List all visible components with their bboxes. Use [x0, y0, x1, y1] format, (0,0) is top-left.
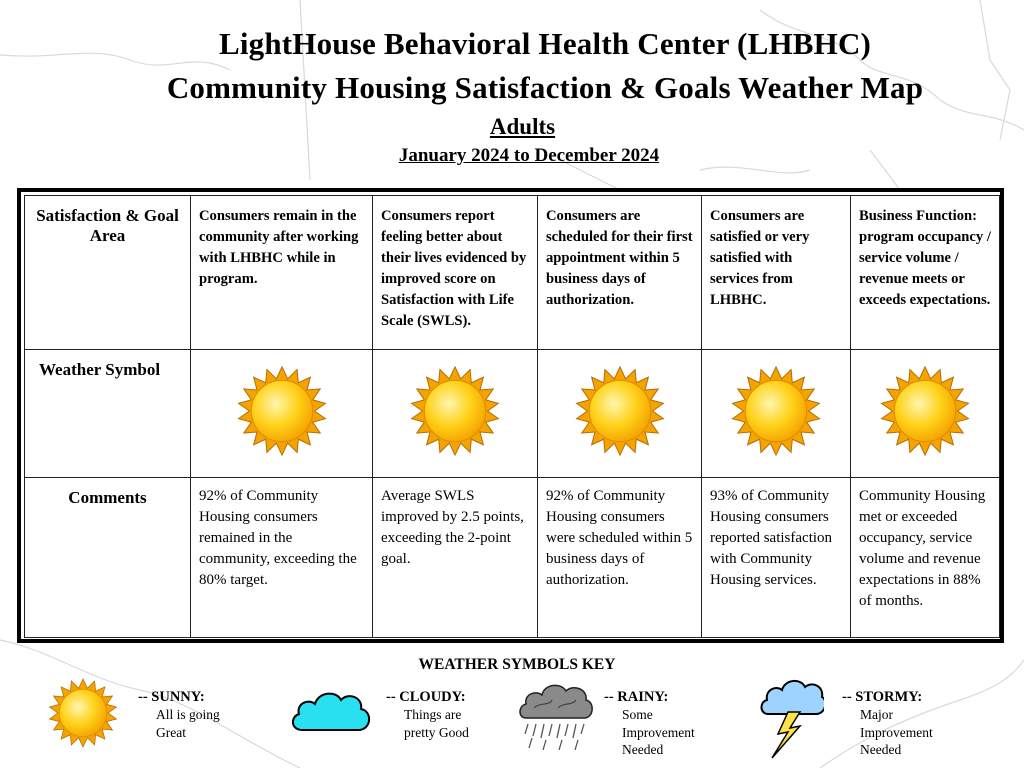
goal-cell: Business Function: program occupancy / service volume / revenue meets or exceeds expectations.: [851, 196, 1000, 350]
goals-table: [24, 195, 1000, 638]
sun-icon: [572, 363, 668, 459]
sun-icon: [877, 363, 973, 459]
population-label: Adults: [489, 114, 556, 139]
row-header-symbol: Weather Symbol: [25, 350, 191, 478]
report-title: LightHouse Behavioral Health Center (LHBHC): [218, 26, 872, 61]
cloud-icon: [288, 684, 374, 740]
goal-cell: Consumers report feeling better about their lives evidenced by improved score on Satisfaction with Life Scale (SWLS).: [373, 196, 538, 350]
comment-cell: Community Housing met or exceeded occupancy, service volume and revenue expectations in 88% of months.: [851, 478, 1000, 638]
symbol-cell: [191, 350, 373, 478]
key-sunny-desc: All is going Great: [156, 707, 220, 740]
rain-cloud-icon: [516, 678, 596, 752]
key-stormy-desc: Major Improvement Needed: [860, 707, 933, 757]
period-label: January 2024 to December 2024: [398, 145, 660, 166]
report-subtitle: Community Housing Satisfaction & Goals Weather Map: [166, 70, 924, 105]
comment-cell: 93% of Community Housing consumers reported satisfaction with Community Housing services.: [702, 478, 851, 638]
key-title: WEATHER SYMBOLS KEY: [418, 656, 616, 673]
row-header-area: Satisfaction & Goal Area: [25, 196, 191, 350]
symbol-cell: [851, 350, 1000, 478]
goal-cell: Consumers are satisfied or very satisfied with services from LHBHC.: [702, 196, 851, 350]
goal-cell: Consumers are scheduled for their first appointment within 5 business days of authorization.: [538, 196, 702, 350]
key-sunny-label: -- SUNNY:: [138, 689, 205, 705]
goal-row: [25, 196, 1000, 350]
sun-icon: [46, 676, 120, 750]
comment-cell: Average SWLS improved by 2.5 points, exceeding the 2-point goal.: [373, 478, 538, 638]
symbol-cell: [373, 350, 538, 478]
sun-icon: [234, 363, 330, 459]
row-header-comments: Comments: [25, 478, 191, 638]
key-cloudy-desc: Things are pretty Good: [404, 707, 469, 740]
comment-cell: 92% of Community Housing consumers remained in the community, exceeding the 80% target.: [191, 478, 373, 638]
key-rainy-label: -- RAINY:: [604, 689, 669, 705]
comment-cell: 92% of Community Housing consumers were scheduled within 5 business days of authorization.: [538, 478, 702, 638]
key-rainy-desc: Some Improvement Needed: [622, 707, 695, 757]
symbol-cell: [702, 350, 851, 478]
symbol-row: [25, 350, 1000, 478]
symbol-cell: [538, 350, 702, 478]
sun-icon: [407, 363, 503, 459]
storm-icon: [758, 676, 824, 760]
comment-row: [25, 478, 1000, 638]
sun-icon: [728, 363, 824, 459]
goal-cell: Consumers remain in the community after working with LHBHC while in program.: [191, 196, 373, 350]
goals-table-frame: [17, 188, 1004, 643]
key-cloudy-label: -- CLOUDY:: [386, 689, 466, 705]
key-stormy-label: -- STORMY:: [842, 689, 923, 705]
